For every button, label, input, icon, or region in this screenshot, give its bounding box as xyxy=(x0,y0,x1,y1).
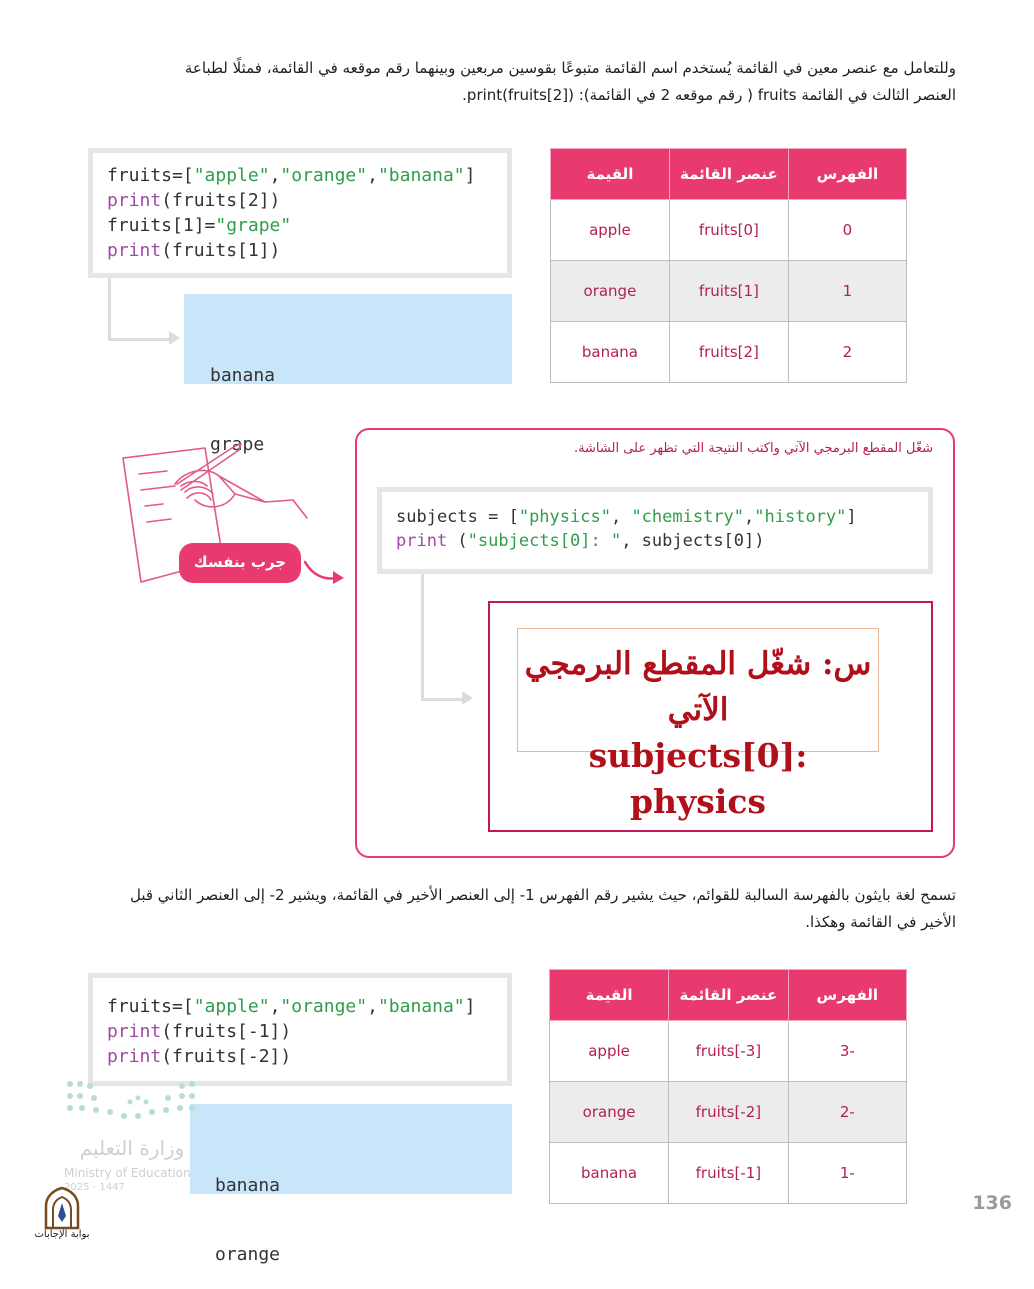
cell-item: fruits[2] xyxy=(669,322,788,383)
index-table-2 xyxy=(549,969,907,1204)
cell-item: fruits[-2] xyxy=(669,1082,789,1143)
output-line: orange xyxy=(215,1244,281,1265)
header-item: عنصر القائمة xyxy=(669,149,788,200)
negative-line-2: الأخير في القائمة وهكذا. xyxy=(805,913,956,931)
cell-index: 2 xyxy=(788,322,906,383)
cell-index: -3 xyxy=(788,1021,906,1082)
code-block-1: fruits=["apple","orange","banana"] print(fruits[2]) fruits[1]="grape" print(fruits[1]) xyxy=(88,148,512,278)
cell-item: fruits[-3] xyxy=(669,1021,789,1082)
output-line: grape xyxy=(210,434,265,455)
badge-arrow-icon xyxy=(303,558,347,588)
cell-value: orange xyxy=(551,261,670,322)
header-item: عنصر القائمة xyxy=(669,970,789,1021)
answers-portal-name: بوابة الإجابات xyxy=(34,1229,90,1240)
intro-line-2: العنصر الثالث في القائمة fruits ( رقم موقعه 2 في القائمة): print(fruits[2]). xyxy=(462,86,956,104)
output-box-2 xyxy=(190,1104,512,1265)
cell-index: 0 xyxy=(788,200,906,261)
cell-value: banana xyxy=(550,1143,669,1204)
try-title: شغّل المقطع البرمجي الآتي واكتب النتيجة التي تظهر على الشاشة. xyxy=(573,441,933,456)
cell-item: fruits[1] xyxy=(669,261,788,322)
negative-index-paragraph xyxy=(80,882,956,936)
cell-value: apple xyxy=(551,200,670,261)
cell-value: orange xyxy=(550,1082,669,1143)
ministry-logo-dots-icon xyxy=(64,1078,200,1124)
ministry-arabic-name: وزارة التعليم xyxy=(79,1136,185,1160)
try-yourself-badge: جرب بنفسك xyxy=(179,543,301,583)
header-value: القيمة xyxy=(550,970,669,1021)
ministry-english-name: Ministry of Education xyxy=(64,1166,191,1180)
page-number: 136 xyxy=(972,1192,1012,1214)
header-index: الفهرس xyxy=(788,970,906,1021)
flow-arrowhead-1 xyxy=(169,331,180,345)
ministry-years: 2025 - 1447 xyxy=(64,1182,125,1193)
negative-line-1: تسمح لغة بايثون بالفهرسة السالبة للقوائم، حيث يشير رقم الفهرس 1- إلى العنصر الأخير في القائمة، ويشير 2- إلى العنصر الثاني قبل xyxy=(129,886,956,904)
answer-image xyxy=(517,628,879,821)
cell-index: -2 xyxy=(788,1082,906,1143)
cell-value: banana xyxy=(551,322,670,383)
flow-arrow-1 xyxy=(108,278,173,341)
answers-portal-logo-icon xyxy=(42,1186,82,1230)
cell-index: 1 xyxy=(788,261,906,322)
code-block-try: subjects = ["physics", "chemistry","history"] print ("subjects[0]: ", subjects[0]) xyxy=(377,487,933,574)
header-index: الفهرس xyxy=(788,149,906,200)
cell-item: fruits[0] xyxy=(669,200,788,261)
answer-question: س: شغّل المقطع البرمجي الآتي xyxy=(524,646,872,728)
cell-index: -1 xyxy=(788,1143,906,1204)
answer-result: subjects[0]: physics xyxy=(588,736,808,821)
index-table-1 xyxy=(550,148,907,383)
flow-arrowhead-2 xyxy=(462,691,473,705)
output-line: banana xyxy=(210,365,276,386)
intro-paragraph xyxy=(80,55,956,109)
cell-value: apple xyxy=(550,1021,669,1082)
intro-line-1: وللتعامل مع عنصر معين في القائمة يُستخدم اسم القائمة متبوعًا بقوسين مربعين وبينهما رقم موقعه في القائمة، فمثلًا لطباعة xyxy=(184,59,956,77)
output-line: banana xyxy=(215,1175,281,1196)
cell-item: fruits[-1] xyxy=(669,1143,789,1204)
code-block-2: fruits=["apple","orange","banana"] print(fruits[-1]) print(fruits[-2]) xyxy=(88,973,512,1086)
flow-arrow-2 xyxy=(421,574,466,701)
output-box-1 xyxy=(184,294,512,455)
header-value: القيمة xyxy=(551,149,670,200)
